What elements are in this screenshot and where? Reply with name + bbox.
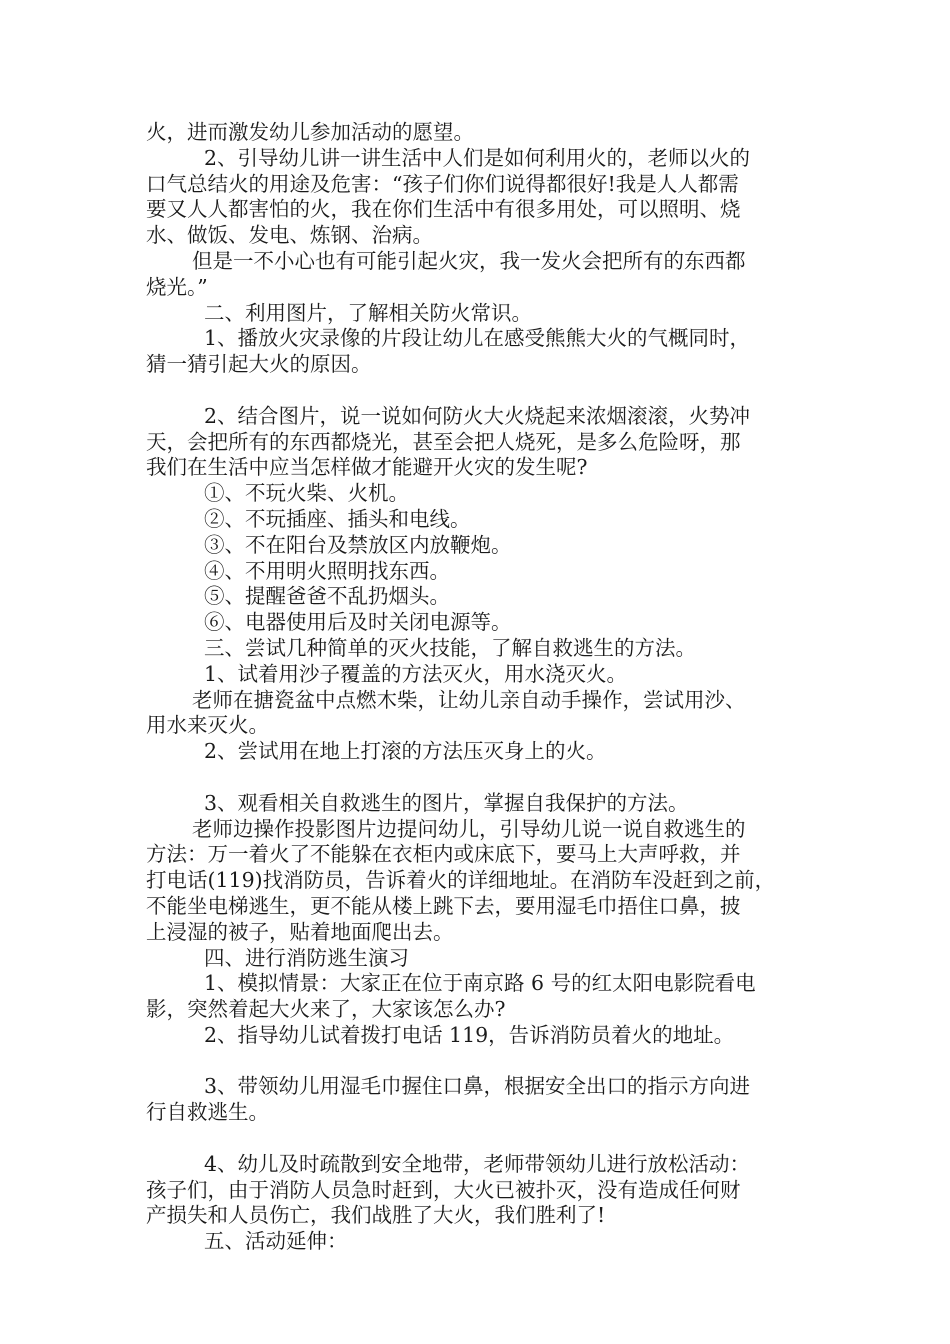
blank-line xyxy=(146,1126,812,1152)
text-line: 上浸湿的被子，贴着地面爬出去。 xyxy=(146,919,454,944)
text-line: 孩子们，由于消防人员急时赶到，大火已被扑灭，没有造成任何财 xyxy=(146,1177,741,1202)
text-line: 要又人人都害怕的火，我在你们生活中有很多用处，可以照明、烧 xyxy=(146,197,741,222)
text-line: 2、结合图片，说一说如何防火大火烧起来浓烟滚滚，火势冲 xyxy=(204,403,751,428)
text-line: 产损失和人员伤亡，我们战胜了大火，我们胜利了! xyxy=(146,1203,606,1228)
text-line: 4、幼儿及时疏散到安全地带，老师带领幼儿进行放松活动： xyxy=(204,1151,751,1176)
text-line: 老师在搪瓷盆中点燃木柴，让幼儿亲自动手操作，尝试用沙、 xyxy=(192,687,746,712)
text-line: 天，会把所有的东西都烧光，甚至会把人烧死，是多么危险呀，那 xyxy=(146,429,741,454)
text-line: 3、观看相关自救逃生的图片，掌握自我保护的方法。 xyxy=(204,790,689,815)
text-line: 我们在生活中应当怎样做才能避开火灾的发生呢? xyxy=(146,455,588,480)
blank-line xyxy=(146,1049,812,1075)
document-body xyxy=(146,120,812,1255)
text-line: ①、不玩火柴、火机。 xyxy=(204,481,409,506)
text-line: 行自救逃生。 xyxy=(146,1100,269,1125)
text-line: 三、尝试几种简单的灭火技能，了解自救逃生的方法。 xyxy=(204,635,696,660)
text-line: 1、播放火灾录像的片段让幼儿在感受熊熊大火的气概同时， xyxy=(204,326,751,351)
text-line: 影，突然着起大火来了，大家该怎么办? xyxy=(146,997,506,1022)
text-line: 老师边操作投影图片边提问幼儿，引导幼儿说一说自救逃生的 xyxy=(192,816,746,841)
text-line: 四、进行消防逃生演习 xyxy=(204,945,409,970)
text-line: 1、试着用沙子覆盖的方法灭火，用水浇灭火。 xyxy=(204,661,628,686)
text-line: ④、不用明火照明找东西。 xyxy=(204,558,450,583)
text-line: 用水来灭火。 xyxy=(146,713,269,738)
text-line: 烧光。” xyxy=(146,274,208,299)
text-line: ③、不在阳台及禁放区内放鞭炮。 xyxy=(204,532,512,557)
text-line: 火，进而激发幼儿参加活动的愿望。 xyxy=(146,120,474,144)
text-line: 方法：万一着火了不能躲在衣柜内或床底下，要马上大声呼救，并 xyxy=(146,842,741,867)
text-line: 不能坐电梯逃生，更不能从楼上跳下去，要用湿毛巾捂住口鼻，披 xyxy=(146,893,741,918)
text-line: ⑤、提醒爸爸不乱扔烟头。 xyxy=(204,584,450,609)
text-line: ⑥、电器使用后及时关闭电源等。 xyxy=(204,610,512,635)
text-line: 但是一不小心也有可能引起火灾，我一发火会把所有的东西都 xyxy=(192,248,746,273)
text-line: 口气总结火的用途及危害：“孩子们你们说得都很好!我是人人都需 xyxy=(146,171,739,196)
text-line: 2、指导幼儿试着拨打电话 119，告诉消防员着火的地址。 xyxy=(204,1022,735,1047)
text-line: 1、模拟情景：大家正在位于南京路 6 号的红太阳电影院看电 xyxy=(204,971,756,996)
text-line: 2、引导幼儿讲一讲生活中人们是如何利用火的，老师以火的 xyxy=(204,145,751,170)
text-line: 五、活动延伸： xyxy=(204,1229,348,1254)
text-line: 猜一猜引起大火的原因。 xyxy=(146,352,372,377)
text-line: 二、利用图片，了解相关防火常识。 xyxy=(204,300,532,325)
text-line: 打电话(119)找消防员，告诉着火的详细地址。在消防车没赶到之前， xyxy=(146,868,776,893)
text-line: 3、带领幼儿用湿毛巾握住口鼻，根据安全出口的指示方向进 xyxy=(204,1074,751,1099)
text-line: 2、尝试用在地上打滚的方法压灭身上的火。 xyxy=(204,739,607,764)
blank-line xyxy=(146,765,812,791)
text-line: ②、不玩插座、插头和电线。 xyxy=(204,506,471,531)
text-line: 水、做饭、发电、炼钢、治病。 xyxy=(146,223,433,248)
blank-line xyxy=(146,378,812,404)
